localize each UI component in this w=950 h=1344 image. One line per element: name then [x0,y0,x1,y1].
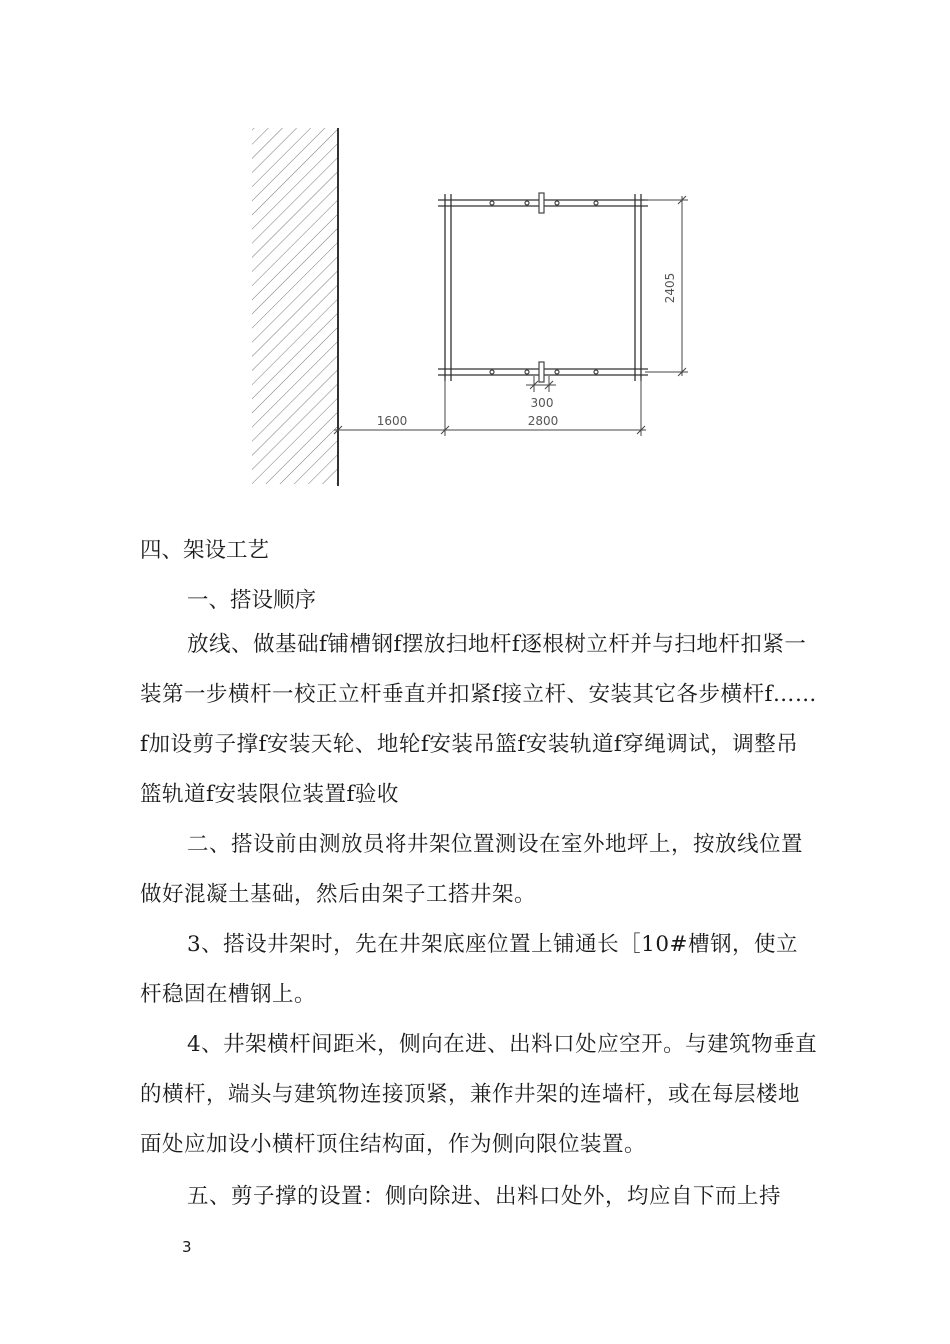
frame-plan-drawing [0,0,950,520]
wall-hatch [252,128,338,484]
dimension-width-label: 2800 [527,414,559,428]
dimension-offset-label: 1600 [376,414,408,428]
paragraph-bracing: 五、剪子撑的设置：侧向除进、出料口处外，均应自下而上持 [187,1184,782,1209]
paragraph-channel-steel: 3、搭设井架时，先在井架底座位置上铺通长［10#槽钢，使立杆稳固在槽钢上。 [140,932,799,1007]
page-number: 3 [182,1238,192,1256]
paragraph-survey: 二、搭设前由测放员将井架位置测设在室外地坪上，按放线位置做好混凝土基础，然后由架子工搭井架。 [140,832,804,907]
frame-pins [490,193,598,382]
dimension-gap-label: 300 [530,396,554,410]
dimension-height-label: 2405 [663,272,677,304]
frame-outline [438,194,648,381]
section-subheading: 一、搭设顺序 [187,588,317,613]
section-heading: 四、架设工艺 [140,538,270,563]
paragraph-crossbar: 4、井架横杆间距米，侧向在进、出料口处应空开。与建筑物垂直的横杆，端头与建筑物连接顶紧，兼作井架的连墙杆，或在每层楼地面处应加设小横杆顶住结构面，作为侧向限位装置。 [140,1032,818,1157]
paragraph-sequence: 放线、做基础f铺槽钢f摆放扫地杆f逐根树立杆并与扫地杆扣紧一装第一步横杆一校正立杆垂直并扣紧f接立杆、安装其它各步横杆f……f加设剪子撑f安装天轮、地轮f安装吊篮f安装轨道f穿绳调试，调整吊篮轨道f安装限位装置f验收 [140,632,817,807]
